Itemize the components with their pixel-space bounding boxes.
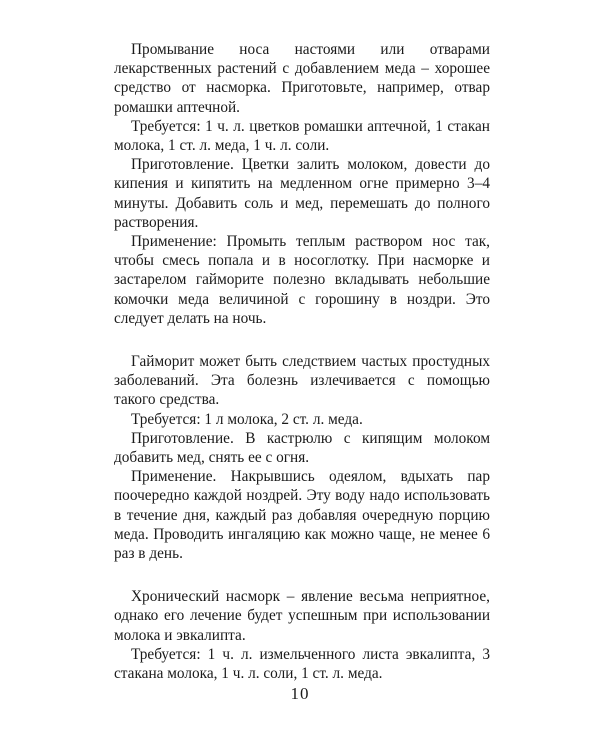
paragraph: Применение: Промыть теплым раствором нос так, чтобы смесь попала и в носоглотку. При насморке и застарелом гайморите полезно вкладывать небольшие комочки меда величиной с горошину в ноздри. Это следует делать на ночь. bbox=[114, 233, 490, 327]
paragraph: Хронический насморк – явление весьма неприятное, однако его лечение будет успешным при использовании молока и эвкалипта. bbox=[114, 588, 490, 644]
page-body bbox=[114, 40, 490, 683]
section-1 bbox=[114, 40, 490, 328]
paragraph: Применение. Накрывшись одеялом, вдыхать пар поочередно каждой ноздрей. Эту воду надо использовать в течение дня, каждый раз добавляя очередную порцию меда. Проводить ингаляцию как можно чаще, не менее 6 раз в день. bbox=[114, 468, 490, 563]
paragraph: Гайморит может быть следствием частых простудных заболеваний. Эта болезнь излечивается с помощью такого средства. bbox=[114, 353, 490, 409]
section-gap bbox=[114, 563, 490, 587]
section-gap bbox=[114, 328, 490, 352]
paragraph: Требуется: 1 ч. л. цветков ромашки аптечной, 1 стакан молока, 1 ст. л. меда, 1 ч. л. соли. bbox=[114, 117, 490, 155]
paragraph: Требуется: 1 л молока, 2 ст. л. меда. bbox=[131, 410, 363, 428]
paragraph: Требуется: 1 ч. л. измельченного листа эвкалипта, 3 стакана молока, 1 ч. л. соли, 1 ст. л. меда. bbox=[114, 645, 490, 683]
paragraph: Приготовление. В кастрюлю с кипящим молоком добавить мед, снять ее с огня. bbox=[114, 429, 490, 467]
section-2 bbox=[114, 352, 490, 563]
paragraph: Промывание носа настоями или отварами лекарственных растений с добавлением меда – хорошее средство от насморка. Приготовьте, например, отвар ромашки аптечной. bbox=[114, 41, 490, 116]
paragraph: Приготовление. Цветки залить молоком, довести до кипения и кипятить на медленном огне примерно 3–4 минуты. Добавить соль и мед, перемешать до полного растворения. bbox=[114, 156, 490, 231]
page-number: 10 bbox=[290, 684, 310, 703]
section-3 bbox=[114, 587, 490, 683]
